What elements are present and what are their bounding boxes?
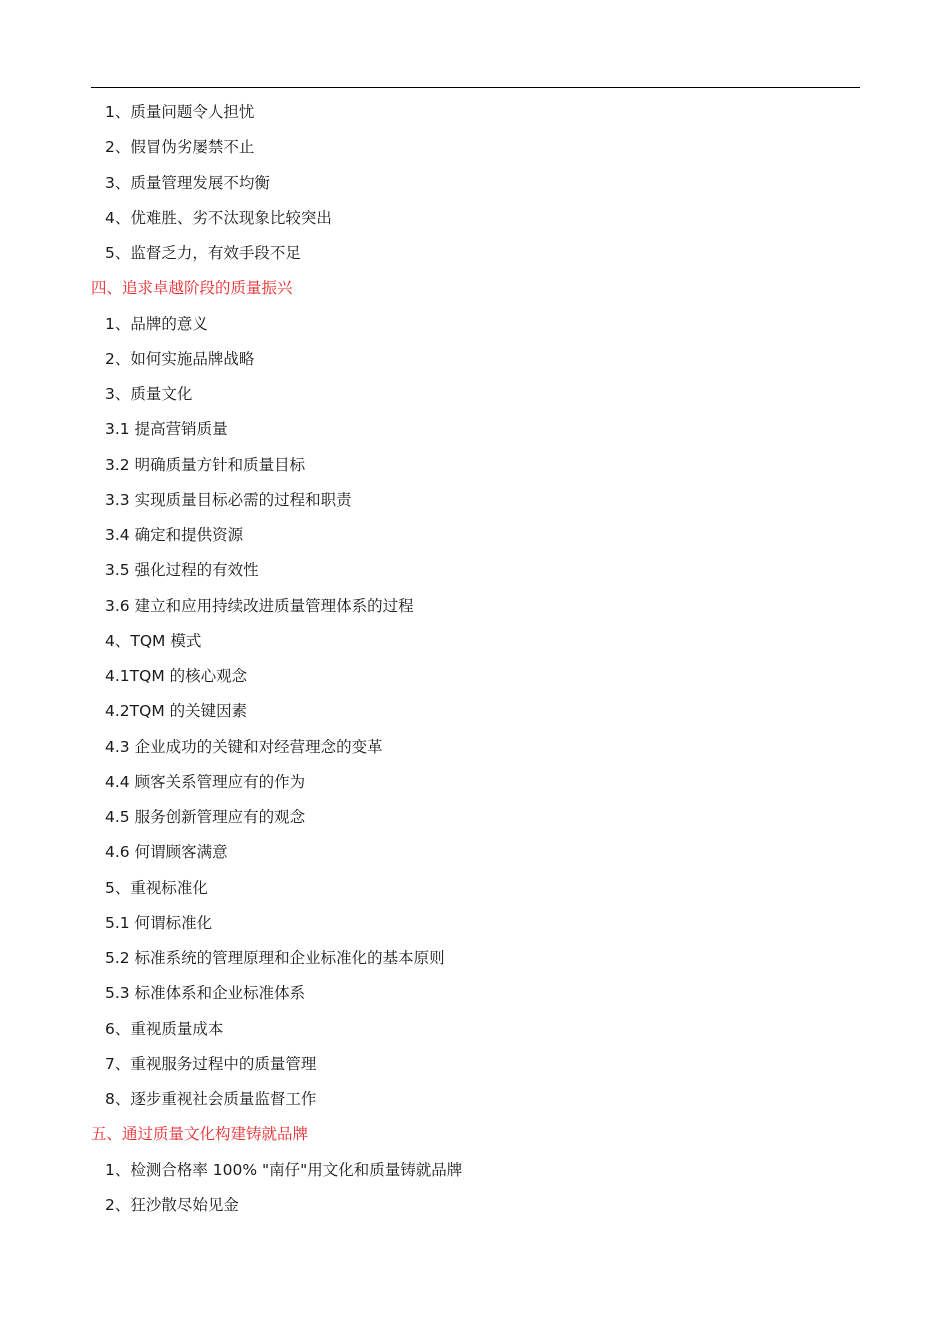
outline-item: 4、TQM 模式 [105, 631, 202, 650]
outline-item: 2、假冒伪劣屡禁不止 [105, 138, 255, 157]
outline-item: 1、检测合格率 100% "南仔"用文化和质量铸就品牌 [105, 1160, 463, 1179]
outline-item: 3.1 提高营销质量 [105, 420, 228, 439]
outline-item: 3.5 强化过程的有效性 [105, 561, 259, 580]
outline-item: 1、质量问题令人担忧 [105, 103, 255, 121]
outline-item: 4.2TQM 的关键因素 [105, 702, 248, 721]
outline-item: 8、逐步重视社会质量监督工作 [105, 1090, 317, 1108]
outline-item: 3、质量文化 [105, 385, 193, 403]
outline-item: 4.4 顾客关系管理应有的作为 [105, 772, 306, 791]
outline-item: 5.2 标准系统的管理原理和企业标准化的基本原则 [105, 949, 445, 967]
outline-item: 3.6 建立和应用持续改进质量管理体系的过程 [105, 596, 414, 615]
outline-item: 6、重视质量成本 [105, 1019, 224, 1038]
outline-item: 3.3 实现质量目标必需的过程和职责 [105, 490, 352, 509]
outline-item: 4.1TQM 的核心观念 [105, 667, 248, 685]
outline-item: 2、如何实施品牌战略 [105, 349, 255, 368]
section-heading: 五、通过质量文化构建铸就品牌 [91, 1125, 309, 1144]
outline-item: 1、品牌的意义 [105, 314, 208, 333]
section-heading: 四、追求卓越阶段的质量振兴 [91, 279, 293, 298]
header-rule [91, 87, 860, 88]
outline-item: 4.6 何谓顾客满意 [105, 843, 228, 862]
outline-item: 3.2 明确质量方针和质量目标 [105, 455, 306, 474]
outline-item: 5、监督乏力，有效手段不足 [105, 244, 301, 262]
outline-item: 5.1 何谓标准化 [105, 913, 213, 932]
outline-item: 4.3 企业成功的关键和对经营理念的变革 [105, 737, 383, 756]
outline-item: 7、重视服务过程中的质量管理 [105, 1054, 317, 1073]
outline-item: 3.4 确定和提供资源 [105, 526, 244, 544]
outline-item: 3、质量管理发展不均衡 [105, 173, 270, 192]
outline-item: 2、狂沙散尽始见金 [105, 1195, 239, 1214]
outline-item: 5.3 标准体系和企业标准体系 [105, 984, 306, 1003]
outline-item: 4、优难胜、劣不汰现象比较突出 [105, 208, 332, 227]
outline-item: 4.5 服务创新管理应有的观念 [105, 808, 306, 826]
outline-item: 5、重视标准化 [105, 878, 208, 897]
